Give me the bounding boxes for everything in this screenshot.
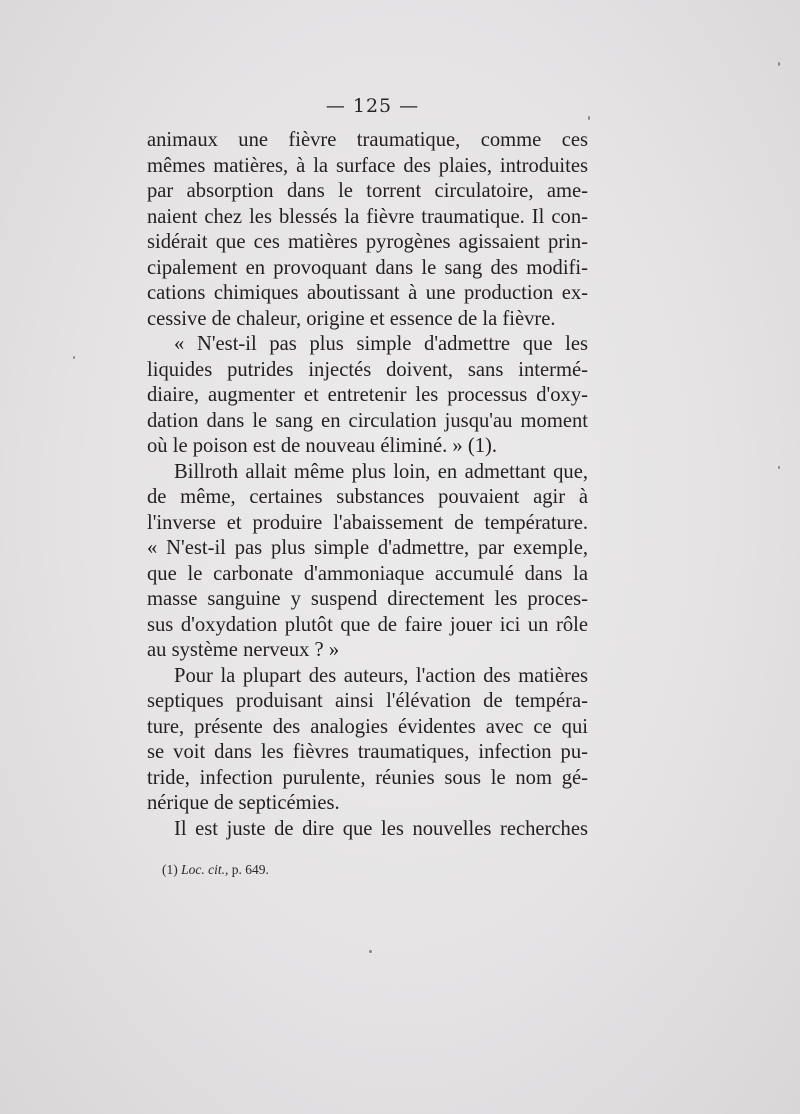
paper-speck bbox=[369, 950, 372, 953]
text-line: liquides putrides injectés doivent, sans intermé- bbox=[147, 358, 588, 381]
text-line: au système nerveux ? » bbox=[147, 639, 340, 661]
text-line: diaire, augmenter et entretenir les processus d'oxy- bbox=[147, 384, 588, 406]
text-line: ture, présente des analogies évidentes avec ce qui bbox=[147, 715, 588, 738]
paper-speck bbox=[778, 62, 780, 66]
text-line: nérique de septicémies. bbox=[147, 792, 340, 814]
text-line: que le carbonate d'ammoniaque accumulé dans la bbox=[147, 562, 588, 585]
text-line: par absorption dans le torrent circulatoire, ame- bbox=[147, 180, 588, 202]
page-number: — 125 — bbox=[325, 95, 420, 117]
text-line: Billroth allait même plus loin, en admettant que, bbox=[174, 460, 588, 483]
text-line: l'inverse et produire l'abaissement de température. bbox=[147, 511, 588, 534]
footnote bbox=[162, 862, 269, 878]
paper-speck bbox=[588, 116, 590, 120]
text-line: mêmes matières, à la surface des plaies, introduites bbox=[147, 154, 588, 177]
paper-speck bbox=[73, 356, 75, 359]
footnote-ref: (1) bbox=[162, 862, 178, 877]
text-line: « N'est-il pas plus simple d'admettre que les bbox=[174, 333, 588, 355]
text-line: septiques produisant ainsi l'élévation de tempéra- bbox=[147, 690, 588, 712]
text-line: tride, infection purulente, réunies sous le nom gé- bbox=[147, 766, 588, 789]
text-line: dation dans le sang en circulation jusqu'au moment bbox=[147, 409, 588, 432]
text-line: animaux une fièvre traumatique, comme ces bbox=[147, 129, 588, 151]
text-line: « N'est-il pas plus simple d'admettre, par exemple, bbox=[147, 537, 588, 559]
footnote-citation: Loc. cit., bbox=[181, 862, 229, 877]
text-line: sidérait que ces matières pyrogènes agissaient prin- bbox=[147, 231, 588, 253]
text-line: Il est juste de dire que les nouvelles recherches bbox=[174, 817, 588, 840]
text-line: cations chimiques aboutissant à une production ex- bbox=[147, 282, 588, 304]
text-line: où le poison est de nouveau éliminé. » (1). bbox=[147, 435, 498, 457]
text-line: naient chez les blessés la fièvre traumatique. Il con- bbox=[147, 205, 588, 228]
text-line: se voit dans les fièvres traumatiques, infection pu- bbox=[147, 741, 588, 763]
footnote-page: p. 649. bbox=[231, 862, 269, 877]
text-line: cipalement en provoquant dans le sang des modifi- bbox=[147, 256, 588, 279]
paper-speck bbox=[778, 466, 780, 469]
text-line: cessive de chaleur, origine et essence de la fièvre. bbox=[147, 307, 556, 330]
body-text bbox=[147, 128, 588, 842]
text-line: Pour la plupart des auteurs, l'action des matières bbox=[174, 664, 588, 687]
text-line: de même, certaines substances pouvaient agir à bbox=[147, 486, 588, 508]
text-line: sus d'oxydation plutôt que de faire jouer ici un rôle bbox=[147, 613, 588, 636]
text-line: masse sanguine y suspend directement les proces- bbox=[147, 588, 588, 610]
